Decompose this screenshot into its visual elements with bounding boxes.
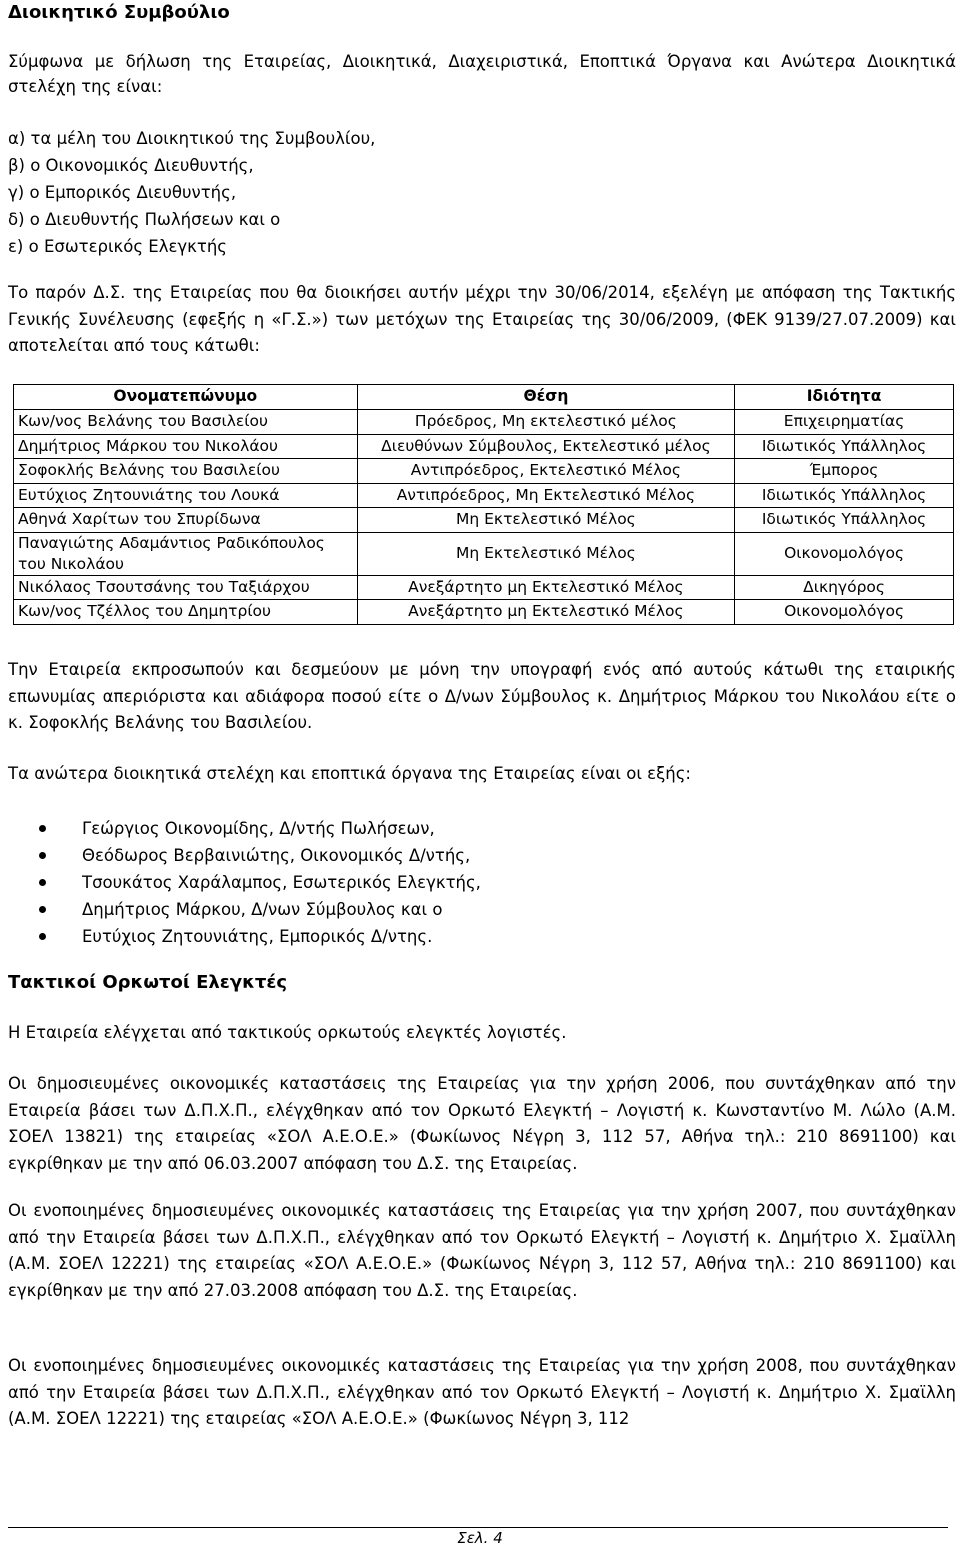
auditors-intro: Η Εταιρεία ελέγχεται από τακτικούς ορκωτούς ελεγκτές λογιστές.: [8, 1023, 567, 1042]
executive-item: Τσουκάτος Χαράλαμπος, Εσωτερικός Ελεγκτής,: [8, 869, 481, 896]
board-table: [13, 384, 954, 625]
cell-position: Ανεξάρτητο μη Εκτελεστικό Μέλος: [357, 600, 735, 625]
audit-2008-paragraph: Οι ενοποιημένες δημοσιευμένες οικονομικές καταστάσεις της Εταιρείας για την χρήση 2008, που συντάχθηκαν από την Εταιρεία βάσει των Δ.Π.Χ.Π., ελέγχθηκαν από τον Ορκωτό Ελεγκτή – Λογιστή κ. Δημήτριο Χ. Σμαϊλλη (Α.Μ. ΣΟΕΛ 12221) της εταιρείας «ΣΟΛ Α.Ε.Ο.Ε.» (Φωκίωνος Νέγρη 3, 112: [8, 1356, 956, 1428]
executive-item: Ευτύχιος Ζητουνιάτης, Εμπορικός Δ/ντης.: [8, 923, 481, 950]
cell-position: Ανεξάρτητο μη Εκτελεστικό Μέλος: [357, 575, 735, 600]
executive-item: Γεώργιος Οικονομίδης, Δ/ντής Πωλήσεων,: [8, 815, 481, 842]
header-capacity: Ιδιότητα: [735, 385, 954, 410]
cell-name: Νικόλαος Τσουτσάνης του Ταξιάρχου: [14, 575, 358, 600]
organ-item: ε) ο Εσωτερικός Ελεγκτής: [8, 237, 227, 256]
organ-item: β) ο Οικονομικός Διευθυντής,: [8, 156, 254, 175]
cell-position: Μη Εκτελεστικό Μέλος: [357, 508, 735, 533]
auditors-title: Τακτικοί Ορκωτοί Ελεγκτές: [8, 972, 288, 993]
board-paragraph: Το παρόν Δ.Σ. της Εταιρείας που θα διοικήσει αυτήν μέχρι την 30/06/2014, εξελέγη με απόφαση της Τακτικής Γενικής Συνέλευσης (εφεξής η «Γ.Σ.») των μετόχων της Εταιρείας της 30/06/2009, (ΦΕΚ 9139/27.07.2009) και αποτελείται από τους κάτωθι:: [8, 283, 956, 355]
organ-item: α) τα μέλη του Διοικητικού της Συμβουλίου,: [8, 129, 376, 148]
table-row: [14, 532, 954, 575]
table-row: [14, 483, 954, 508]
section-title: Διοικητικό Συμβούλιο: [8, 2, 230, 23]
cell-position: Μη Εκτελεστικό Μέλος: [357, 532, 735, 575]
organ-item: γ) ο Εμπορικός Διευθυντής,: [8, 183, 237, 202]
table-row: [14, 508, 954, 533]
cell-name: Σοφοκλής Βελάνης του Βασιλείου: [14, 459, 358, 484]
cell-name: Κων/νος Τζέλλος του Δημητρίου: [14, 600, 358, 625]
cell-capacity: Επιχειρηματίας: [735, 410, 954, 435]
executives-list: [8, 815, 481, 950]
organ-item: δ) ο Διευθυντής Πωλήσεων και ο: [8, 210, 281, 229]
cell-position: Διευθύνων Σύμβουλος, Εκτελεστικό μέλος: [357, 434, 735, 459]
cell-capacity: Οικονομολόγος: [735, 532, 954, 575]
cell-position: Αντιπρόεδρος, Εκτελεστικό Μέλος: [357, 459, 735, 484]
representation-paragraph: Την Εταιρεία εκπροσωπούν και δεσμεύουν με μόνη την υπογραφή ενός από αυτούς κάτωθι της εταιρικής επωνυμίας απεριόριστα και αδιάφορα ποσού είτε ο Δ/νων Σύμβουλος κ. Δημήτριος Μάρκου του Νικολάου είτε ο κ. Σοφοκλής Βελάνης του Βασιλείου.: [8, 660, 956, 732]
cell-position: Αντιπρόεδρος, Μη Εκτελεστικό Μέλος: [357, 483, 735, 508]
table-row: [14, 410, 954, 435]
cell-position: Πρόεδρος, Μη εκτελεστικό μέλος: [357, 410, 735, 435]
cell-capacity: Ιδιωτικός Υπάλληλος: [735, 434, 954, 459]
table-row: [14, 575, 954, 600]
executives-intro: Τα ανώτερα διοικητικά στελέχη και εποπτικά όργανα της Εταιρείας είναι οι εξής:: [8, 764, 691, 783]
executive-item: Θεόδωρος Βερβαινιώτης, Οικονομικός Δ/ντής,: [8, 842, 481, 869]
cell-capacity: Δικηγόρος: [735, 575, 954, 600]
cell-name: Παναγιώτης Αδαμάντιος Ραδικόπουλος του Νικολάου: [14, 532, 358, 575]
table-row: [14, 459, 954, 484]
cell-capacity: Ιδιωτικός Υπάλληλος: [735, 483, 954, 508]
cell-name: Ευτύχιος Ζητουνιάτης του Λουκά: [14, 483, 358, 508]
header-position: Θέση: [357, 385, 735, 410]
audit-2007-paragraph: Οι ενοποιημένες δημοσιευμένες οικονομικές καταστάσεις της Εταιρείας για την χρήση 2007, που συντάχθηκαν από την Εταιρεία βάσει των Δ.Π.Χ.Π., ελέγχθηκαν από τον Ορκωτό Ελεγκτή – Λογιστή κ. Δημήτριο Χ. Σμαϊλλη (Α.Μ. ΣΟΕΛ 12221) της εταιρείας «ΣΟΛ Α.Ε.Ο.Ε.» (Φωκίωνος Νέγρη 3, 112 57, Αθήνα τηλ.: 210 8691100) και εγκρίθηκαν με την από 27.03.2008 απόφαση του Δ.Σ. της Εταιρείας.: [8, 1201, 956, 1300]
page-number: Σελ. 4: [457, 1529, 503, 1547]
cell-capacity: Οικονομολόγος: [735, 600, 954, 625]
table-row: [14, 600, 954, 625]
header-name: Ονοματεπώνυμο: [14, 385, 358, 410]
cell-capacity: Ιδιωτικός Υπάλληλος: [735, 508, 954, 533]
cell-name: Αθηνά Χαρίτων του Σπυρίδωνα: [14, 508, 358, 533]
audit-2006-paragraph: Οι δημοσιευμένες οικονομικές καταστάσεις της Εταιρείας για την χρήση 2006, που συντάχθηκαν από την Εταιρεία βάσει των Δ.Π.Χ.Π., ελέγχθηκαν από τον Ορκωτό Ελεγκτή – Λογιστή κ. Κωνσταντίνο Μ. Λώλο (Α.Μ. ΣΟΕΛ 13821) της εταιρείας «ΣΟΛ Α.Ε.Ο.Ε.» (Φωκίωνος Νέγρη 3, 112 57, Αθήνα τηλ.: 210 8691100) και εγκρίθηκαν με την από 06.03.2007 απόφαση του Δ.Σ. της Εταιρείας.: [8, 1074, 956, 1173]
executive-item: Δημήτριος Μάρκου, Δ/νων Σύμβουλος και ο: [8, 896, 481, 923]
table-row: [14, 434, 954, 459]
cell-name: Δημήτριος Μάρκου του Νικολάου: [14, 434, 358, 459]
organs-list: [8, 125, 375, 260]
cell-capacity: Έμπορος: [735, 459, 954, 484]
intro-paragraph: Σύμφωνα με δήλωση της Εταιρείας, Διοικητικά, Διαχειριστικά, Εποπτικά Όργανα και Ανώτερα Διοικητικά στελέχη της είναι:: [8, 52, 956, 96]
table-header-row: [14, 385, 954, 410]
cell-name: Κων/νος Βελάνης του Βασιλείου: [14, 410, 358, 435]
